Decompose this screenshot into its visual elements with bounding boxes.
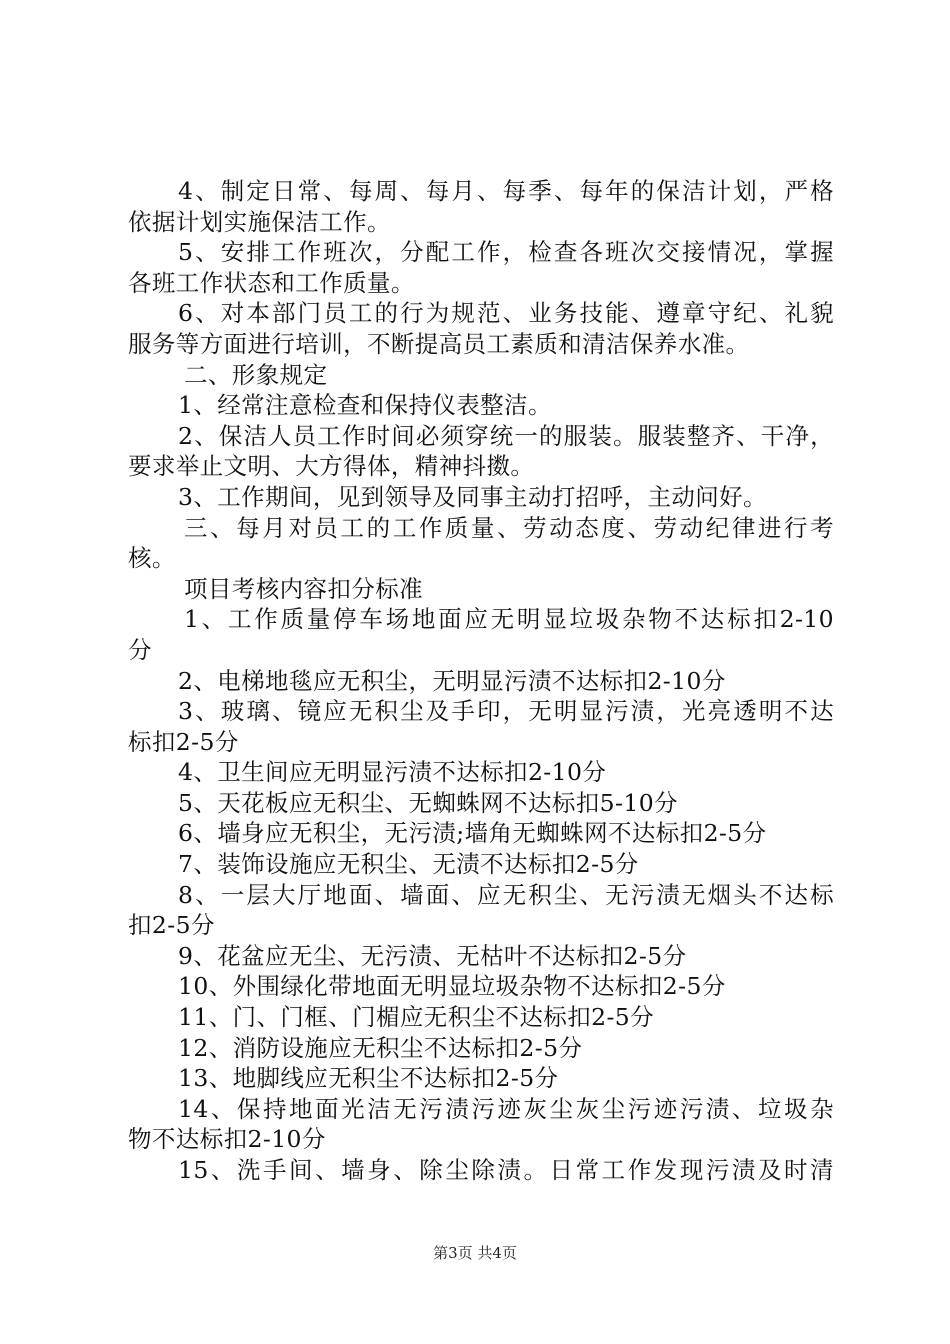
paragraph-line: 服务等方面进行培训，不断提高员工素质和清洁保养水准。 [128, 329, 750, 358]
list-item: 7、装饰设施应无积尘、无渍不达标扣2-5分 [178, 850, 639, 879]
section-heading: 二、形象规定 [184, 360, 328, 389]
document-body [128, 176, 834, 1186]
list-item: 13、地脚线应无积尘不达标扣2-5分 [178, 1064, 559, 1093]
section-heading: 三、每月对员工的工作质量、劳动态度、劳动纪律进行考 [184, 513, 834, 542]
list-item: 15、洗手间、墙身、除尘除渍。日常工作发现污渍及时清 [178, 1156, 834, 1184]
paragraph-line: 依据计划实施保洁工作。 [128, 207, 391, 236]
list-item: 3、玻璃、镜应无积尘及手印，无明显污渍，光亮透明不达 [178, 697, 834, 726]
list-item-continuation: 扣2-5分 [128, 911, 215, 940]
list-item: 2、电梯地毯应无积尘，无明显污渍不达标扣2-10分 [178, 666, 726, 695]
list-item-continuation: 物不达标扣2-10分 [128, 1125, 326, 1154]
list-item: 12、消防设施应无积尘不达标扣2-5分 [178, 1033, 583, 1062]
paragraph-line: 6、对本部门员工的行为规范、业务技能、遵章守纪、礼貌 [178, 299, 834, 328]
list-item: 8、一层大厅地面、墙面、应无积尘、无污渍无烟头不达标 [178, 880, 834, 909]
paragraph-line: 4、制定日常、每周、每月、每季、每年的保洁计划，严格 [178, 177, 834, 205]
list-item-continuation: 分 [128, 635, 152, 664]
list-item: 10、外围绿化带地面无明显垃圾杂物不达标扣2-5分 [178, 972, 726, 1001]
paragraph-line: 3、工作期间，见到领导及同事主动打招呼，主动问好。 [178, 482, 767, 511]
list-item: 14、保持地面光洁无污渍污迹灰尘灰尘污迹污渍、垃圾杂 [178, 1094, 834, 1123]
paragraph-line: 2、保洁人员工作时间必须穿统一的服装。服装整齐、干净， [178, 421, 834, 450]
list-item: 11、门、门框、门楣应无积尘不达标扣2-5分 [178, 1003, 655, 1032]
list-item: 5、天花板应无积尘、无蜘蛛网不达标扣5-10分 [178, 788, 678, 817]
paragraph-line: 1、经常注意检查和保持仪表整洁。 [178, 391, 552, 420]
list-item: 1、工作质量停车场地面应无明显垃圾杂物不达标扣2-10 [184, 605, 834, 634]
paragraph-line: 5、安排工作班次，分配工作，检查各班次交接情况，掌握 [178, 238, 834, 267]
paragraph-line: 核。 [128, 544, 176, 573]
paragraph-line: 要求举止文明、大方得体，精神抖擞。 [128, 452, 535, 481]
list-item: 6、墙身应无积尘，无污渍;墙角无蜘蛛网不达标扣2-5分 [178, 819, 767, 848]
table-heading: 项目考核内容扣分标准 [184, 574, 423, 603]
paragraph-line: 各班工作状态和工作质量。 [128, 268, 415, 297]
list-item: 9、花盆应无尘、无污渍、无枯叶不达标扣2-5分 [178, 941, 687, 970]
list-item-continuation: 标扣2-5分 [128, 727, 239, 756]
list-item: 4、卫生间应无明显污渍不达标扣2-10分 [178, 758, 607, 787]
page-footer: 第3页 共4页 [433, 1244, 517, 1262]
